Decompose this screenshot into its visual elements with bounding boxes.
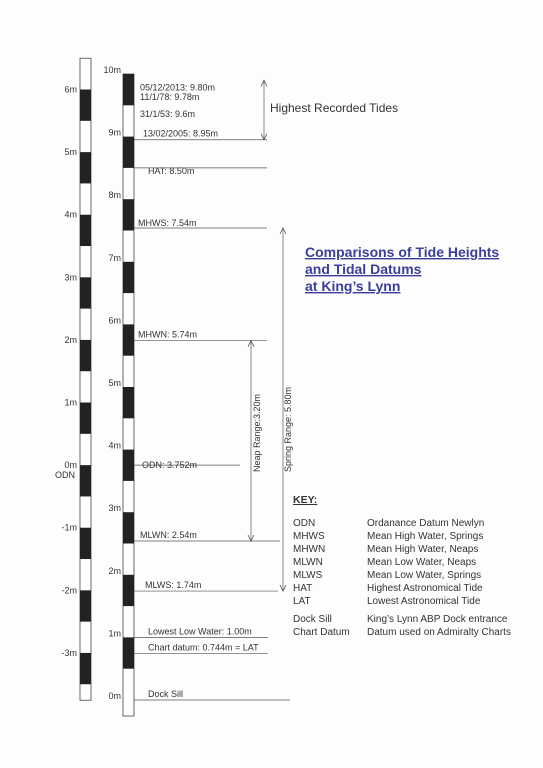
left-scale-tick-label: -3m [61, 647, 77, 658]
right-staff-band [123, 262, 134, 293]
key-meaning-lat: Lowest Astronomical Tide [367, 596, 481, 607]
level-label-sill: Dock Sill [148, 689, 184, 699]
left-staff-band [80, 653, 91, 684]
left-scale-tick-label: 3m [64, 272, 77, 283]
right-staff-band [123, 450, 134, 481]
left-staff-band [80, 215, 91, 246]
key-meaning-mhws: Mean High Water, Springs [367, 531, 484, 542]
key-table [293, 518, 511, 638]
right-staff-band [123, 324, 134, 355]
left-scale-tick-label: 2m [64, 334, 77, 345]
right-scale-tick-label: 2m [108, 565, 121, 576]
right-scale-tick-label: 7m [108, 252, 121, 263]
level-label-rec-2013: 05/12/2013: 9.80m [140, 82, 216, 93]
title-line-2: and Tidal Datums [305, 261, 422, 277]
level-label-mlwn: MLWN: 2.54m [140, 529, 197, 540]
level-label-mhwn: MHWN: 5.74m [138, 329, 198, 340]
left-staff-band [80, 277, 91, 308]
level-label-chart: Chart datum: 0.744m = LAT [148, 642, 259, 653]
key-abbr-mhwn: MHWN [293, 544, 326, 555]
left-scale-tick-label: 1m [64, 397, 77, 408]
right-scale-tick-label: 1m [108, 628, 121, 639]
level-label-odn: ODN: 3.752m [142, 460, 198, 471]
key-abbr-chart-datum: Chart Datum [293, 627, 350, 638]
key-abbr-dock-sill: Dock Sill [293, 614, 332, 625]
key-meaning-odn: Ordanance Datum Newlyn [367, 518, 485, 529]
key-meaning-chart-datum: Datum used on Admiralty Charts [367, 627, 511, 638]
right-staff-band [123, 74, 134, 105]
left-scale-tick-label: 6m [64, 84, 77, 95]
key-abbr-odn: ODN [293, 518, 316, 529]
right-staff-band [123, 637, 134, 668]
right-staff-band [123, 137, 134, 168]
right-scale-tick-label: 9m [108, 127, 121, 138]
key-abbr-hat: HAT [293, 583, 313, 594]
level-label-mhws: MHWS: 7.54m [138, 217, 197, 228]
left-staff-band [80, 403, 91, 434]
key-meaning-dock-sill: King’s Lynn ABP Dock entrance [367, 614, 508, 625]
key-heading: KEY: [293, 494, 318, 506]
key-abbr-mhws: MHWS [293, 531, 325, 542]
key-meaning-hat: Highest Astronomical Tide [367, 583, 483, 594]
left-staff-band [80, 465, 91, 496]
key-meaning-mlwn: Mean Low Water, Neaps [367, 557, 477, 568]
level-label-llw: Lowest Low Water: 1.00m [148, 626, 252, 637]
level-label-rec-1978: 11/1/78: 9.78m [140, 91, 200, 102]
left-scale-tick-label: -2m [61, 585, 77, 596]
right-scale-tick-label: 3m [108, 503, 121, 514]
key-meaning-mhwn: Mean High Water, Neaps [367, 544, 479, 555]
left-scale-tick-label: 0m [64, 460, 77, 471]
left-staff-band [80, 152, 91, 183]
right-scale-tick-label: 4m [108, 440, 121, 451]
left-staff-band [80, 590, 91, 621]
highest-recorded-label: Highest Recorded Tides [270, 101, 399, 115]
key-meaning-mlws: Mean Low Water, Springs [367, 570, 482, 581]
title-line-3: at King’s Lynn [305, 278, 401, 294]
level-label-rec-1953: 31/1/53: 9.6m [140, 109, 196, 120]
odn-left-label: ODN [55, 470, 75, 480]
level-label-mlws: MLWS: 1.74m [145, 580, 202, 591]
right-scale-tick-label: 6m [108, 315, 121, 326]
left-scale-tick-label: 5m [64, 147, 77, 158]
spring-range-label: Spring Range: 5.80m [283, 386, 293, 472]
key-abbr-lat: LAT [293, 596, 311, 607]
title-line-1: Comparisons of Tide Heights [305, 244, 500, 260]
left-scale-tick-label: -1m [61, 522, 77, 533]
right-scale-tick-label: 0m [108, 691, 121, 701]
right-staff-band [123, 387, 134, 418]
level-label-rec-2005: 13/02/2005: 8.95m [143, 128, 219, 139]
left-staff-band [80, 528, 91, 559]
right-staff-band [123, 512, 134, 543]
key-abbr-mlwn: MLWN [293, 557, 323, 568]
right-scale-tick-label: 5m [108, 378, 121, 388]
scales-and-levels [62, 58, 291, 716]
right-scale-tick-label: 10m [103, 65, 121, 75]
right-staff-band [123, 575, 134, 606]
left-scale-tick-label: 4m [64, 209, 77, 220]
key-abbr-mlws: MLWS [293, 570, 323, 581]
right-staff-band [123, 199, 134, 230]
left-staff-band [80, 90, 91, 121]
left-staff-band [80, 340, 91, 371]
right-scale-tick-label: 8m [108, 190, 121, 201]
neap-range-label: Neap Range:3.20m [252, 393, 262, 472]
level-label-hat: HAT: 8.50m [148, 165, 195, 176]
